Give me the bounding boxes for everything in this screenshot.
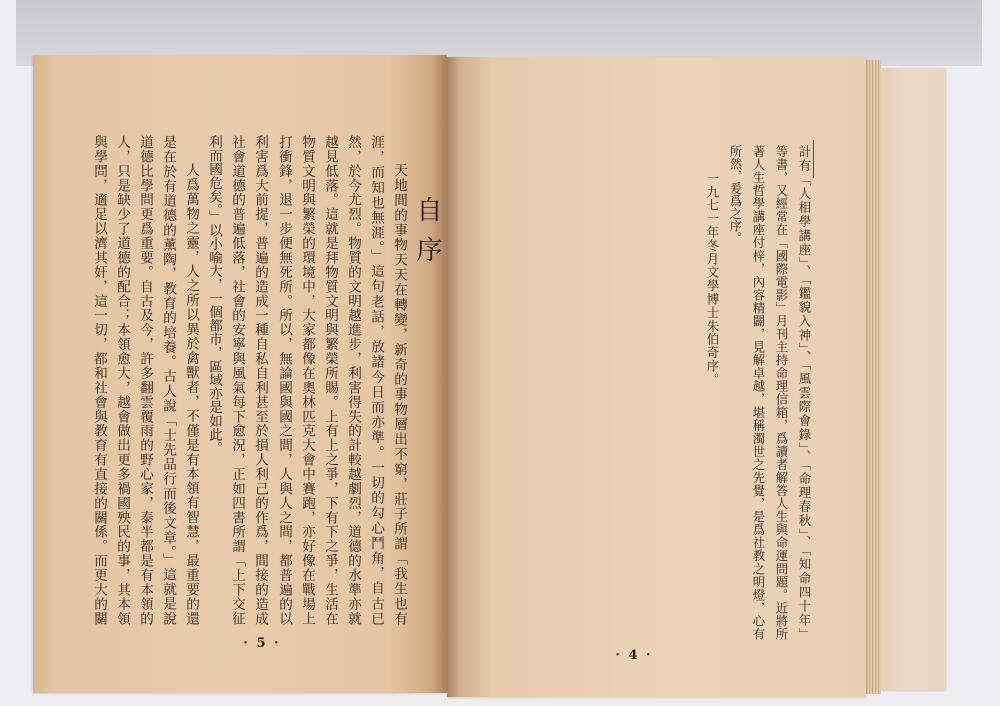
left-page [33, 55, 447, 693]
left-column-11: 是在於有道德的薰陶，教育的培養。古人說「士先品行而後文章。」這就是說 [160, 135, 176, 625]
preface-title: 自序 [412, 196, 442, 276]
left-column-7: 利害爲大前提，普遍的造成一種自私自利甚至於損人利己的作爲，間接的造成 [252, 135, 268, 625]
right-column-4: 所然，爰爲之序。 [728, 145, 743, 245]
page-number: · 4 · [615, 648, 653, 663]
right-page [447, 57, 866, 697]
right-column-3: 著人生哲學講座付梓，內容精闢，見解卓越，堪稱濁世之先覺，是爲社教之明燈，心有 [751, 145, 766, 640]
left-column-3: 然，於今尤烈。物質的文明越進步，利害得失的計較越劇烈，道德的水準亦就 [345, 135, 361, 625]
page-number: · 5 · [243, 636, 281, 651]
left-column-14: 與學問，適足以濟其奸，這一切，都和社會與教育有直接的關係。而更大的關 [91, 135, 107, 625]
book-back-sheet [878, 68, 945, 690]
left-column-4: 越見低落。這就是拜物質文明與繁榮所賜。上有上之爭，下有下之爭，生活在 [322, 135, 338, 625]
right-column-1: 計有「人相學講座」、「鑑貌入神」、「風雲際會錄」、「命理春秋」、「知命四十年」 [797, 145, 812, 640]
left-column-10: 人爲萬物之靈，人之所以異於禽獸者，不僅是有本領有智慧，最重要的還 [183, 163, 199, 625]
stacked-page-edges [864, 60, 881, 694]
left-column-9: 利而國危矣。」以小喻大，一個都市，區域亦是如此。 [206, 135, 222, 455]
left-column-1: 天地間的事物天天在轉變，新奇的事物層出不窮，莊子所謂「我生也有 [391, 163, 407, 625]
margin-mark [813, 140, 814, 178]
left-column-8: 社會道德的普遍低落，社會的安寧與風氣每下愈況，正如四書所謂「上下交征 [229, 135, 245, 625]
left-column-6: 打衝鋒，退一步便無死所。所以，無論國與國之間，人與人之間，都普遍的以 [276, 135, 292, 625]
left-column-12: 道德比學問更爲重要。自古及今，許多翻雲覆雨的野心家，泰半都是有本領的 [137, 135, 153, 625]
right-column-2: 等書，又經常在「國際電影」月刊主持命理信箱，爲讀者解答人生與命運問題。近將所 [774, 145, 789, 640]
left-column-5: 物質文明與繁榮的環境中，大家都像在奧林匹克大會中賽跑，亦好像在戰場上 [299, 135, 315, 625]
left-column-13: 人，只是缺少了道德的配合；本領愈大，越會做出更多禍國殃民的事，其本領 [114, 135, 130, 625]
right-column-signature: 一九七一年冬月文學博士朱伯奇序。 [705, 172, 720, 387]
left-column-2: 涯，而知也無涯。」這句老話，放諸今日而亦準。一切的勾心鬥角，自古已 [368, 135, 384, 625]
